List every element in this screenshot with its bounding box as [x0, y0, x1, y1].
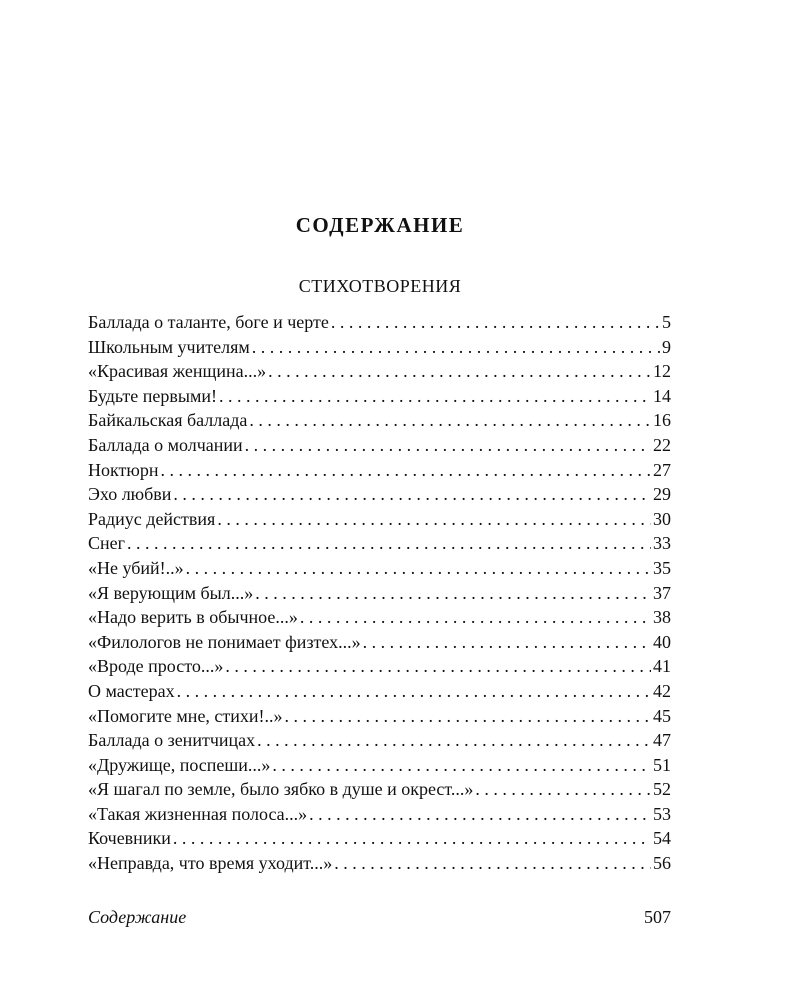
toc-leader-dots — [160, 458, 651, 483]
toc-entry-title: О мастерах — [88, 680, 175, 701]
toc-entry-page: 56 — [653, 853, 671, 874]
page-title: СОДЕРЖАНИЕ — [295, 213, 465, 237]
toc-entry — [88, 581, 671, 606]
toc-leader-dots — [272, 753, 651, 778]
toc-leader-dots — [245, 433, 651, 458]
toc-entry-page: 40 — [653, 631, 671, 652]
toc-entry-page: 35 — [653, 557, 671, 578]
toc-entry-title: «Надо верить в обычное...» — [88, 607, 298, 628]
toc-leader-dots — [217, 507, 651, 532]
toc-leader-dots — [173, 826, 651, 851]
toc-entry-title: «Неправда, что время уходит...» — [88, 853, 333, 874]
toc-entry — [88, 753, 671, 778]
toc-entry-page: 29 — [653, 484, 671, 505]
toc-entry-title: «Филологов не понимает физтех...» — [88, 631, 361, 652]
toc-entry — [88, 482, 671, 507]
toc-leader-dots — [173, 482, 651, 507]
toc-entry-page: 54 — [653, 828, 671, 849]
section-title: СТИХОТВОРЕНИЯ — [298, 276, 462, 296]
toc-entry-title: Баллада о таланте, боге и черте — [88, 312, 329, 332]
table-of-contents — [88, 310, 671, 876]
toc-entry-page: 47 — [653, 730, 671, 751]
toc-leader-dots — [186, 556, 651, 581]
toc-entry-title: Снег — [88, 533, 126, 554]
toc-leader-dots — [219, 384, 651, 409]
toc-entry — [88, 630, 671, 655]
toc-entry-title: Эхо любви — [88, 484, 172, 505]
toc-entry — [88, 408, 671, 433]
toc-entry-page: 27 — [653, 459, 671, 480]
toc-entry-title: Школьным учителям — [88, 336, 250, 357]
toc-leader-dots — [249, 408, 651, 433]
toc-entry-title: «Вроде просто...» — [88, 656, 224, 677]
toc-leader-dots — [177, 679, 651, 704]
toc-entry-title: Будьте первыми! — [88, 385, 218, 406]
toc-entry-title: «Красивая женщина...» — [88, 361, 267, 382]
toc-entry — [88, 851, 671, 876]
toc-entry — [88, 310, 671, 335]
toc-entry-title: Кочевники — [88, 828, 171, 849]
toc-entry-page: 33 — [653, 533, 671, 554]
toc-leader-dots — [255, 581, 651, 606]
toc-entry — [88, 556, 671, 581]
toc-entry-title: «Я верующим был...» — [88, 582, 254, 603]
toc-entry-page: 22 — [653, 434, 671, 455]
page-footer — [88, 907, 671, 928]
toc-leader-dots — [475, 777, 651, 802]
toc-entry-page: 45 — [653, 705, 671, 726]
toc-leader-dots — [127, 531, 651, 556]
toc-entry — [88, 335, 671, 360]
toc-entry-page: 5 — [662, 312, 671, 332]
toc-entry-page: 41 — [653, 656, 671, 677]
toc-entry — [88, 802, 671, 827]
toc-entry-title: Ноктюрн — [88, 459, 159, 480]
toc-leader-dots — [257, 728, 651, 753]
toc-leader-dots — [331, 310, 660, 335]
toc-entry — [88, 531, 671, 556]
toc-entry-title: Баллада о молчании — [88, 434, 243, 455]
toc-entry — [88, 458, 671, 483]
toc-entry — [88, 359, 671, 384]
toc-entry-page: 53 — [653, 803, 671, 824]
toc-entry — [88, 433, 671, 458]
toc-entry — [88, 605, 671, 630]
toc-entry-title: Байкальская баллада — [88, 410, 248, 431]
toc-entry-page: 38 — [653, 607, 671, 628]
toc-entry — [88, 777, 671, 802]
toc-entry — [88, 704, 671, 729]
toc-leader-dots — [363, 630, 651, 655]
toc-entry-title: «Я шагал по земле, было зябко в душе и окрест...» — [88, 779, 474, 800]
toc-entry-page: 52 — [653, 779, 671, 800]
toc-entry-page: 14 — [653, 385, 671, 406]
toc-leader-dots — [334, 851, 651, 876]
toc-entry-page: 12 — [653, 361, 671, 382]
toc-entry-title: «Помогите мне, стихи!..» — [88, 705, 283, 726]
toc-entry-page: 37 — [653, 582, 671, 603]
toc-entry — [88, 507, 671, 532]
running-title: Содержание — [88, 907, 187, 927]
toc-leader-dots — [268, 359, 651, 384]
toc-leader-dots — [300, 605, 651, 630]
toc-entry — [88, 826, 671, 851]
toc-leader-dots — [285, 704, 651, 729]
toc-entry-page: 30 — [653, 508, 671, 529]
toc-leader-dots — [252, 335, 660, 360]
toc-entry-page: 16 — [653, 410, 671, 431]
toc-entry-title: «Дружище, поспеши...» — [88, 754, 271, 775]
toc-entry-title: «Не убий!..» — [88, 557, 184, 578]
toc-entry — [88, 679, 671, 704]
toc-entry — [88, 654, 671, 679]
toc-entry — [88, 728, 671, 753]
toc-entry-page: 9 — [662, 336, 671, 357]
toc-entry-title: Баллада о зенитчицах — [88, 730, 256, 751]
toc-entry-page: 42 — [653, 680, 671, 701]
toc-leader-dots — [309, 802, 651, 827]
toc-entry-title: «Такая жизненная полоса...» — [88, 803, 308, 824]
toc-entry-title: Радиус действия — [88, 508, 216, 529]
toc-entry — [88, 384, 671, 409]
toc-leader-dots — [225, 654, 651, 679]
page-number: 507 — [644, 907, 671, 927]
toc-entry-page: 51 — [653, 754, 671, 775]
